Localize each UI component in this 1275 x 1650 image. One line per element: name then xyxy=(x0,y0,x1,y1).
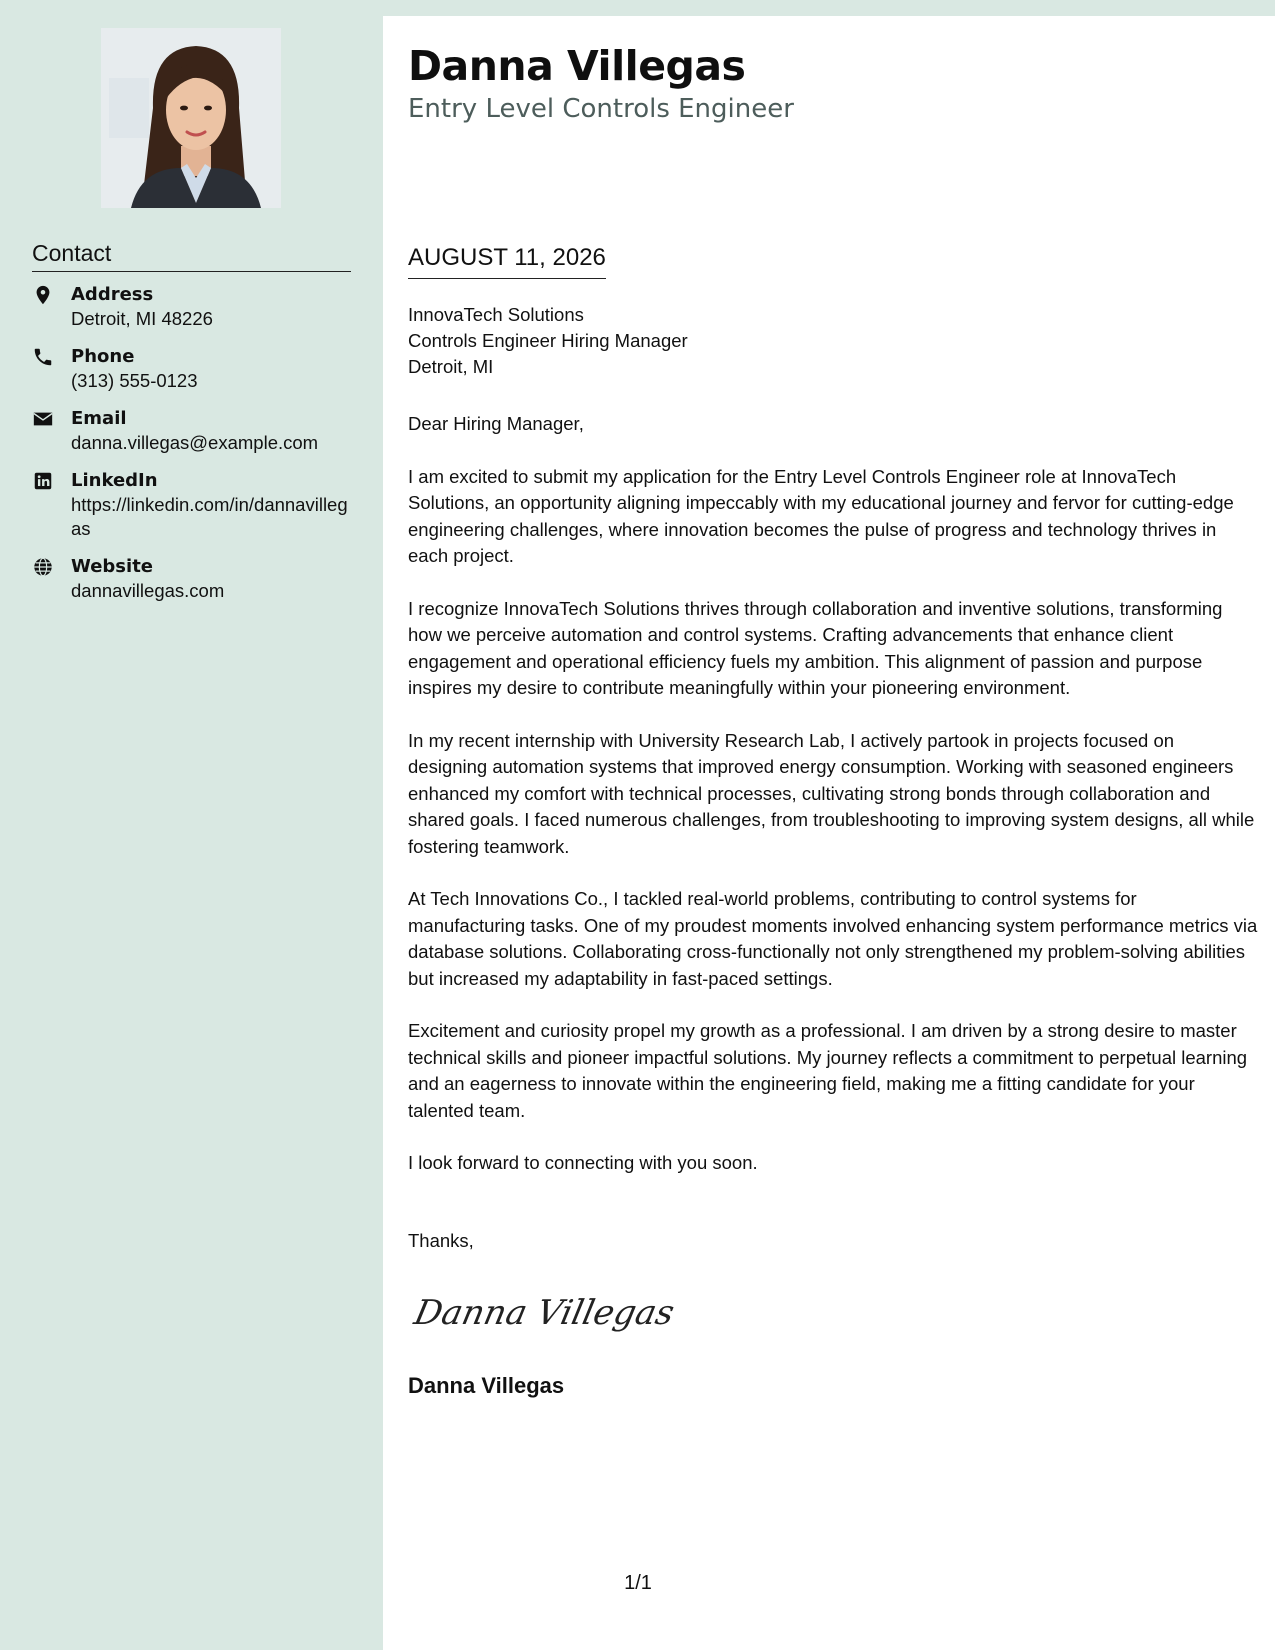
contact-heading: Contact xyxy=(32,240,351,272)
salutation: Dear Hiring Manager, xyxy=(408,413,584,434)
contact-item-phone xyxy=(32,345,352,393)
job-title: Entry Level Controls Engineer xyxy=(408,94,794,124)
contact-list xyxy=(32,283,352,617)
contact-label: Email xyxy=(71,408,127,429)
email-link[interactable]: danna.villegas@example.com xyxy=(71,432,319,453)
globe-icon xyxy=(32,556,54,578)
letter-content xyxy=(408,411,1258,1203)
paragraph: Excitement and curiosity propel my growth as a professional. I am driven by a strong desire to master technical skills and pioneer impactful solutions. My journey reflects a commitment to perpetual learning and an eagerness to innovate within the engineering field, making me a fitting candidate for your talented team. xyxy=(408,1020,1248,1121)
contact-item-email xyxy=(32,407,352,455)
paragraph: I recognize InnovaTech Solutions thrives through collaboration and inventive solutions, transforming how we perceive automation and control systems. Crafting advancements that enhance client engagement and operational efficiency fuels my ambition. This alignment of passion and purpose inspires my desire to contribute meaningfully within your pioneering environment. xyxy=(408,597,1223,698)
linkedin-link[interactable]: https://linkedin.com/in/dannavillegas xyxy=(71,494,348,539)
applicant-name: Danna Villegas xyxy=(408,42,746,90)
website-link[interactable]: dannavillegas.com xyxy=(71,580,225,601)
contact-item-address xyxy=(32,283,352,331)
contact-item-website xyxy=(32,555,352,603)
address-value: Detroit, MI 48226 xyxy=(71,308,213,329)
paragraph: At Tech Innovations Co., I tackled real-world problems, contributing to control systems for manufacturing tasks. One of my proudest moments involved enhancing system performance metrics via database solutions. Collaborating cross-functionally not only strengthened my problem-solving abilities but increased my adaptability in fast-paced settings. xyxy=(408,888,1258,989)
contact-label: LinkedIn xyxy=(71,470,158,491)
linkedin-icon xyxy=(32,470,54,492)
recipient-company: InnovaTech Solutions xyxy=(408,304,584,325)
contact-label: Website xyxy=(71,556,154,577)
contact-label: Address xyxy=(71,284,154,305)
phone-icon xyxy=(32,346,54,368)
phone-value: (313) 555-0123 xyxy=(71,370,198,391)
profile-photo xyxy=(101,28,281,208)
contact-label: Phone xyxy=(71,346,135,367)
recipient-block xyxy=(408,302,688,380)
paragraph: I look forward to connecting with you soon. xyxy=(408,1152,758,1173)
svg-text:Danna Villegas: Danna Villegas xyxy=(410,1293,678,1333)
signature xyxy=(410,1280,678,1345)
closing: Thanks, xyxy=(408,1230,474,1251)
letter-body xyxy=(383,16,1275,1650)
recipient-location: Detroit, MI xyxy=(408,356,494,377)
paragraph: I am excited to submit my application for the Entry Level Controls Engineer role at InnovaTech Solutions, an opportunity aligning impeccably with my educational journey and fervor for cutting-edge engineering challenges, where innovation becomes the pulse of progress and technology thrives in each project. xyxy=(408,465,1234,566)
envelope-icon xyxy=(32,408,54,430)
signed-name: Danna Villegas xyxy=(408,1373,565,1398)
map-pin-icon xyxy=(32,284,54,306)
recipient-position: Controls Engineer Hiring Manager xyxy=(408,330,688,351)
letter-date: AUGUST 11, 2026 xyxy=(408,244,606,279)
page-number: 1/1 xyxy=(624,1572,652,1594)
paragraph: In my recent internship with University Research Lab, I actively partook in projects focused on designing automation systems that improved energy consumption. Working with seasoned engineers enhanced my comfort with technical processes, cultivating strong bonds through collaboration and shared goals. I faced numerous challenges, from troubleshooting to improving system designs, all while fostering teamwork. xyxy=(408,729,1255,857)
contact-item-linkedin xyxy=(32,469,352,541)
sidebar xyxy=(0,0,383,1650)
